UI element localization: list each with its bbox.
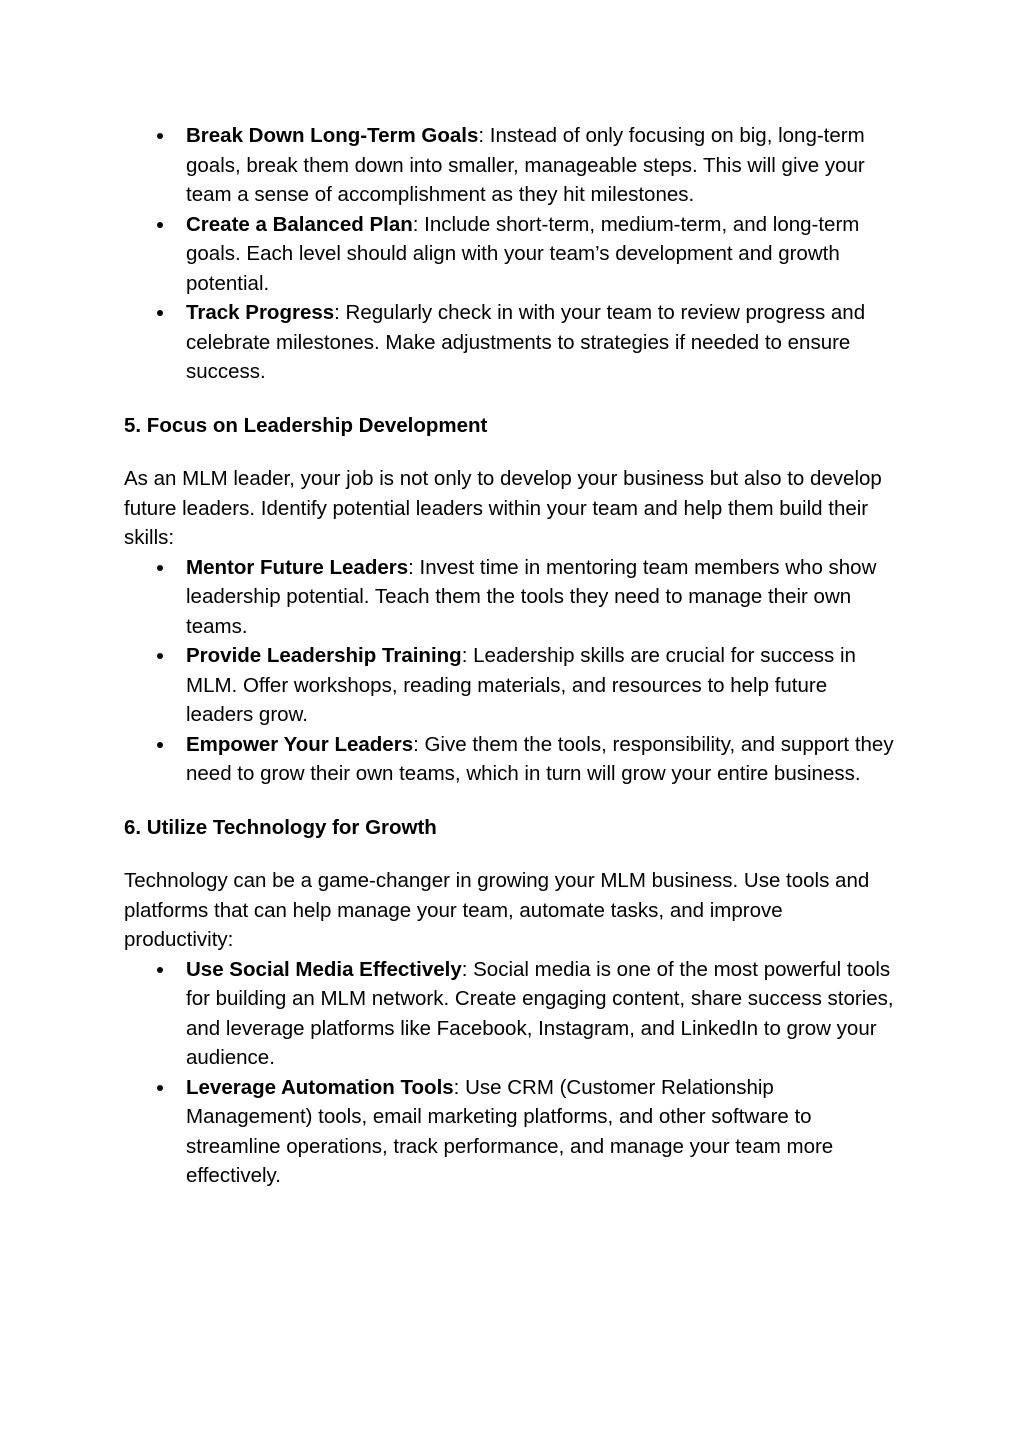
list-item-text: : Regularly check in with your team to review progress and celebrate milestones. Make adjustments to strategies if needed to ensure success.: [186, 301, 866, 383]
list-item-term: Create a Balanced Plan: [186, 212, 413, 236]
list-item-term: Mentor Future Leaders: [186, 555, 409, 579]
section-intro: Technology can be a game-changer in growing your MLM business. Use tools and platforms that can help manage your team, automate tasks, and improve productivity:: [124, 869, 870, 951]
list-item-term: Empower Your Leaders: [186, 732, 414, 756]
list-item-text: : Give them the tools, responsibility, and support they need to grow their own teams, which in turn will grow your entire business.: [186, 732, 894, 785]
bullet-icon: [157, 742, 163, 748]
list-item-term: Break Down Long-Term Goals: [186, 124, 479, 147]
list-item-text: : Use CRM (Customer Relationship Management) tools, email marketing platforms, and other software to streamline operations, track performance, and manage your team more effectively.: [186, 1075, 834, 1187]
list-item: [186, 1073, 894, 1191]
bullet-icon: [157, 1085, 163, 1091]
list-item: [186, 298, 894, 387]
list-item-text: : Invest time in mentoring team members who show leadership potential. Teach them the tools they need to manage their own teams.: [186, 555, 877, 638]
section-intro: As an MLM leader, your job is not only to develop your business but also to develop future leaders. Identify potential leaders within your team and help them build their skills:: [124, 467, 882, 549]
list-item: [186, 955, 894, 1073]
bullet-icon: [157, 565, 163, 571]
bullet-icon: [157, 222, 163, 228]
technology-bullet-list: [124, 955, 894, 1191]
section-heading: 6. Utilize Technology for Growth: [124, 815, 437, 839]
document-page: [124, 121, 894, 1191]
list-item-term: Provide Leadership Training: [186, 644, 462, 667]
section-heading: 5. Focus on Leadership Development: [124, 413, 488, 437]
list-item: [186, 121, 894, 210]
list-item-text: : Leadership skills are crucial for success in MLM. Offer workshops, reading materials, and resources to help future leaders grow.: [186, 644, 856, 726]
list-item: [186, 730, 894, 789]
bullet-icon: [157, 133, 163, 139]
bullet-icon: [157, 967, 163, 973]
leadership-bullet-list: [124, 553, 894, 789]
goals-bullet-list: [124, 121, 894, 387]
list-item: [186, 553, 894, 642]
list-item: [186, 210, 894, 299]
list-item: [186, 641, 894, 730]
list-item-text: : Instead of only focusing on big, long-term goals, break them down into smaller, manageable steps. This will give your team a sense of accomplishment as they hit milestones.: [186, 124, 865, 206]
list-item-term: Use Social Media Effectively: [186, 957, 462, 981]
bullet-icon: [157, 653, 163, 659]
list-item-term: Leverage Automation Tools: [186, 1075, 454, 1099]
list-item-text: : Social media is one of the most powerful tools for building an MLM network. Create engaging content, share success stories, and leverage platforms like Facebook, Instagram, and LinkedIn to grow your audience.: [186, 957, 894, 1069]
list-item-term: Track Progress: [186, 301, 335, 324]
bullet-icon: [157, 310, 163, 316]
list-item-text: : Include short-term, medium-term, and long-term goals. Each level should align with your team’s development and growth potential.: [186, 212, 860, 295]
